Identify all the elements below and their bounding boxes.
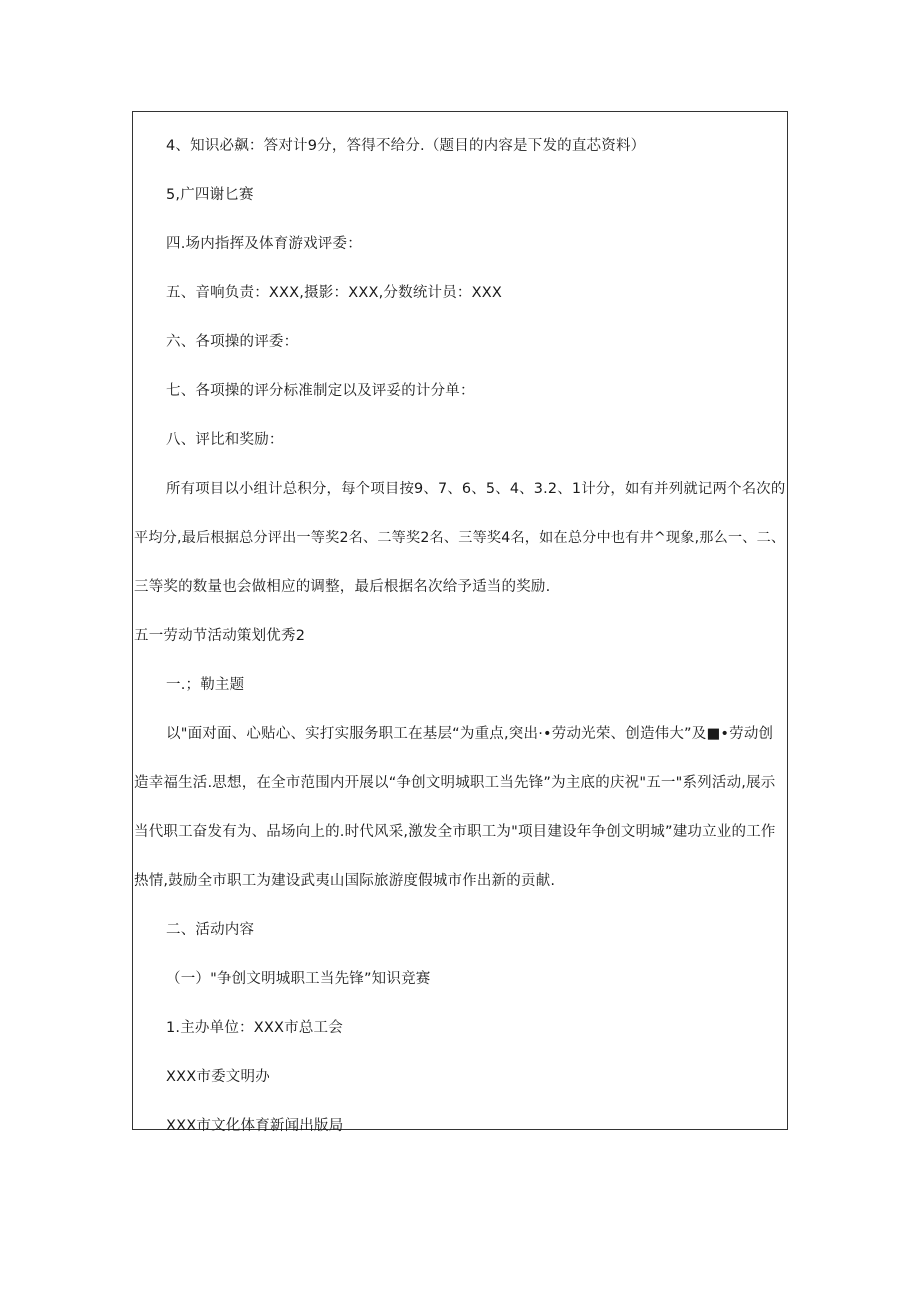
text-line-section-5: 五、音响负责：XXX,摄影：XXX,分数统计员：XXX: [166, 285, 503, 301]
text-line-section-7: 七、各项操的评分标准制定以及评妥的计分单：: [166, 383, 475, 399]
section-heading-plan-2: 五一劳动节活动策划优秀2: [134, 628, 306, 644]
text-line-section-6: 六、各项操的评委：: [166, 334, 299, 350]
text-line-organizer-1: 1.主办单位：XXX市总工会: [166, 1020, 343, 1036]
text-line-theme-paragraph-3: 当代职工奋发有为、品场向上的.时代风采,激发全市职工为"项目建设年争创文明城”建功立业的工作: [134, 824, 776, 840]
text-line-organizer-3: XXX市文化体育新闻出版局: [166, 1118, 344, 1134]
text-line-activity-content-heading: 二、活动内容: [166, 922, 255, 938]
text-line-theme-paragraph-1: 以"面对面、心贴心、实打实服务职工在基层“为重点,突出·•劳动光荣、创造伟大”及■•劳动创: [166, 726, 774, 742]
text-line-quiz-heading: （一）"争创文明城职工当先锋”知识竞赛: [166, 971, 431, 987]
text-line-scoring-paragraph-3: 三等奖的数量也会做相应的调整，最后根据名次给予适当的奖励.: [134, 579, 551, 595]
text-line-scoring-paragraph-2: 平均分,最后根据总分评出一等奖2名、二等奖2名、三等奖4名，如在总分中也有井^现象,那么一、二、: [134, 530, 786, 546]
text-line-knowledge-contest: 4、知识必飙：答对计9分，答得不给分.（题目的内容是下发的直芯资料）: [166, 138, 646, 154]
text-line-organizer-2: XXX市委文明办: [166, 1069, 270, 1085]
text-line-theme-paragraph-4: 热情,鼓励全市职工为建设武夷山国际旅游度假城市作出新的贡献.: [134, 873, 556, 889]
text-line-theme-paragraph-2: 造幸福生活.思想，在全市范围内开展以“争创文明城职工当先锋”为主底的庆祝"五一"系列活动,展示: [134, 775, 776, 791]
text-line-scoring-paragraph-1: 所有项目以小组计总积分，每个项目按9、7、6、5、4、3.2、1计分，如有并列就记两个名次的: [166, 481, 786, 497]
text-line-item-5: 5,广四谢匕赛: [166, 187, 254, 203]
text-line-section-8: 八、评比和奖励：: [166, 432, 284, 448]
text-line-theme-heading: 一.；勒主题: [166, 677, 245, 693]
text-line-section-4: 四.场内指挥及体育游戏评委：: [166, 236, 362, 252]
